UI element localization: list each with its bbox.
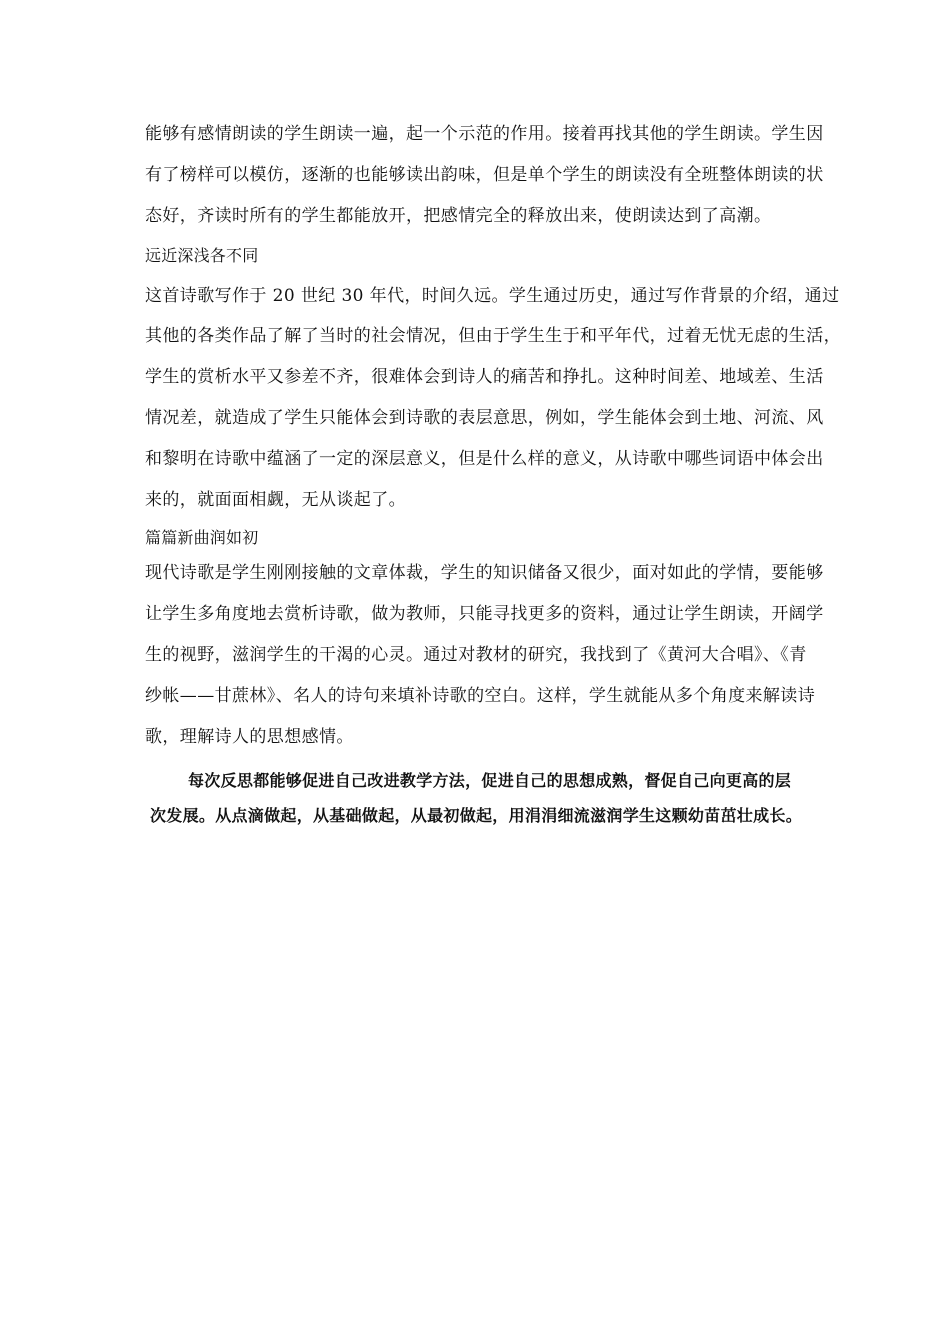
para2-line-1: 这首诗歌写作于 20 世纪 30 年代，时间久远。学生通过历史，通过写作背景的介绍，通过 xyxy=(145,286,840,306)
para3-line-4: 纱帐——甘蔗林》、名人的诗句来填补诗歌的空白。这样，学生就能从多个角度来解读诗 xyxy=(145,686,816,706)
para3-line-5: 歌，理解诗人的思想感情。 xyxy=(145,727,354,747)
para1-line-2: 有了榜样可以模仿，逐渐的也能够读出韵味，但是单个学生的朗读没有全班整体朗读的状 xyxy=(145,165,824,185)
para3-line-2: 让学生多角度地去赏析诗歌，做为教师，只能寻找更多的资料，通过让学生朗读，开阔学 xyxy=(145,604,824,624)
para4-line-2: 次发展。从点滴做起，从基础做起，从最初做起，用涓涓细流滋润学生这颗幼苗茁壮成长。 xyxy=(150,806,803,825)
para3-line-1: 现代诗歌是学生刚刚接触的文章体裁，学生的知识储备又很少，面对如此的学情，要能够 xyxy=(145,563,824,583)
para1-line-1: 能够有感情朗读的学生朗读一遍，起一个示范的作用。接着再找其他的学生朗读。学生因 xyxy=(145,124,824,144)
para2-line-4: 情况差，就造成了学生只能体会到诗歌的表层意思，例如，学生能体会到土地、河流、风 xyxy=(145,408,824,428)
para2-line-2: 其他的各类作品了解了当时的社会情况，但由于学生生于和平年代，过着无忧无虑的生活， xyxy=(145,326,841,346)
para2-line-5: 和黎明在诗歌中蕴涵了一定的深层意义，但是什么样的意义，从诗歌中哪些词语中体会出 xyxy=(145,449,824,469)
heading-new-tunes: 篇篇新曲润如初 xyxy=(145,528,259,547)
para3-line-3: 生的视野，滋润学生的干渴的心灵。通过对教材的研究，我找到了《黄河大合唱》、《青 xyxy=(145,645,807,665)
para4-line-1: 每次反思都能够促进自己改进教学方法，促进自己的思想成熟，督促自己向更高的层 xyxy=(188,771,792,790)
para1-line-3: 态好，齐读时所有的学生都能放开，把感情完全的释放出来，使朗读达到了高潮。 xyxy=(145,206,772,226)
para2-line-3: 学生的赏析水平又参差不齐，很难体会到诗人的痛苦和挣扎。这种时间差、地域差、生活 xyxy=(145,367,824,387)
heading-far-near: 远近深浅各不同 xyxy=(145,246,259,265)
para2-line-6: 来的，就面面相觑，无从谈起了。 xyxy=(145,490,406,510)
